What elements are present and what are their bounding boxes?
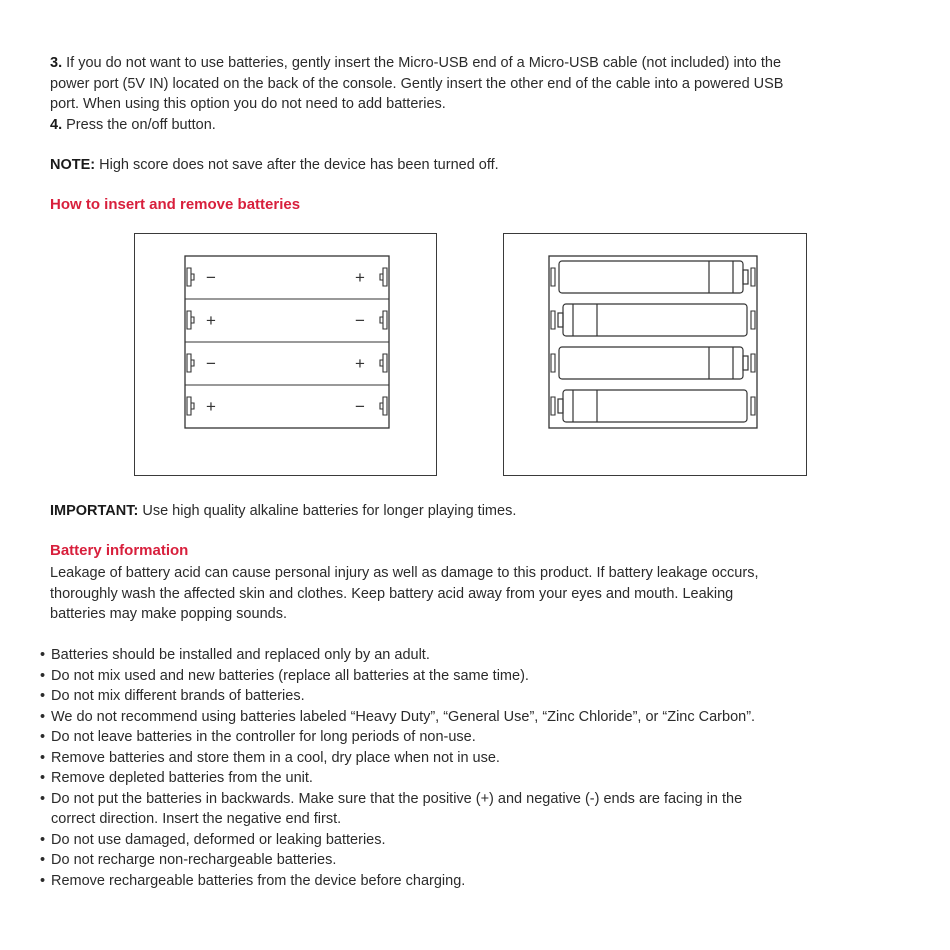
list-item: • Batteries should be installed and replaced only by an adult. xyxy=(40,645,910,666)
list-item: • Remove rechargeable batteries from the device before charging. xyxy=(40,871,910,892)
battery-1-icon xyxy=(559,261,748,293)
battery-compartment-empty-drawing xyxy=(135,234,436,475)
list-item: • Do not leave batteries in the controller for long periods of non-use. xyxy=(40,727,910,748)
polarity-row1-left: − xyxy=(206,268,216,287)
important-text: Use high quality alkaline batteries for longer playing times. xyxy=(138,503,517,519)
battery-info-line-2: thoroughly wash the affected skin and clothes. Keep battery acid away from your eyes and mouth. Leaking xyxy=(50,585,734,602)
polarity-row2-left: + xyxy=(206,311,216,330)
list-item: • Do not use damaged, deformed or leaking batteries. xyxy=(40,830,910,851)
list-item: • Do not mix different brands of batteries. xyxy=(40,686,910,707)
battery-info-paragraph xyxy=(50,563,870,625)
battery-3-icon xyxy=(559,347,748,379)
battery-2-icon xyxy=(558,304,747,336)
note-label: NOTE: xyxy=(50,157,96,173)
list-item: • Do not put the batteries in backwards. Make sure that the positive (+) and negative (-) ends are facing in the correct direction. Insert the negative end first. xyxy=(40,789,910,830)
polarity-row4-left: + xyxy=(206,397,216,416)
battery-compartment-filled-drawing xyxy=(504,234,806,475)
polarity-row3-right: + xyxy=(355,354,365,373)
list-item: • Do not recharge non-rechargeable batteries. xyxy=(40,850,910,871)
batteries-inserted-diagram xyxy=(503,233,807,476)
polarity-row4-right: − xyxy=(355,397,365,416)
polarity-row2-right: − xyxy=(355,311,365,330)
battery-4-icon xyxy=(558,390,747,422)
step-3-line-3: port. When using this option you do not need to add batteries. xyxy=(50,96,446,112)
step-3-line-1: If you do not want to use batteries, gently insert the Micro-USB end of a Micro-USB cable (not included) into the xyxy=(66,55,782,71)
important-note xyxy=(50,501,900,522)
battery-polarity-diagram xyxy=(134,233,437,476)
list-item: • Do not mix used and new batteries (replace all batteries at the same time). xyxy=(40,666,910,687)
polarity-row3-left: − xyxy=(206,354,216,373)
step-3-line-2: power port (5V IN) located on the back of the console. Gently insert the other end of the cable into a powered USB xyxy=(50,75,784,92)
section-heading-battery-info: Battery information xyxy=(50,542,189,559)
step-3-number: 3. xyxy=(50,55,63,71)
list-item: • Remove batteries and store them in a cool, dry place when not in use. xyxy=(40,748,910,769)
battery-info-line-3: batteries may make popping sounds. xyxy=(50,606,287,622)
polarity-row1-right: + xyxy=(355,268,365,287)
step-4-number: 4. xyxy=(50,116,63,133)
step-3 xyxy=(50,53,900,135)
note xyxy=(50,155,900,176)
list-item: • We do not recommend using batteries labeled “Heavy Duty”, “General Use”, “Zinc Chloride”, or “Zinc Carbon”. xyxy=(40,707,910,728)
step-4-text: Press the on/off button. xyxy=(66,116,216,133)
compartment-outline-right xyxy=(549,256,757,428)
list-item: • Remove depleted batteries from the unit. xyxy=(40,768,910,789)
battery-info-line-1: Leakage of battery acid can cause personal injury as well as damage to this product. If battery leakage occurs, xyxy=(50,565,759,581)
section-heading-insert: How to insert and remove batteries xyxy=(50,196,301,213)
note-text: High score does not save after the device has been turned off. xyxy=(95,157,499,173)
important-label: IMPORTANT: xyxy=(50,503,139,519)
battery-warnings-list xyxy=(40,645,910,891)
